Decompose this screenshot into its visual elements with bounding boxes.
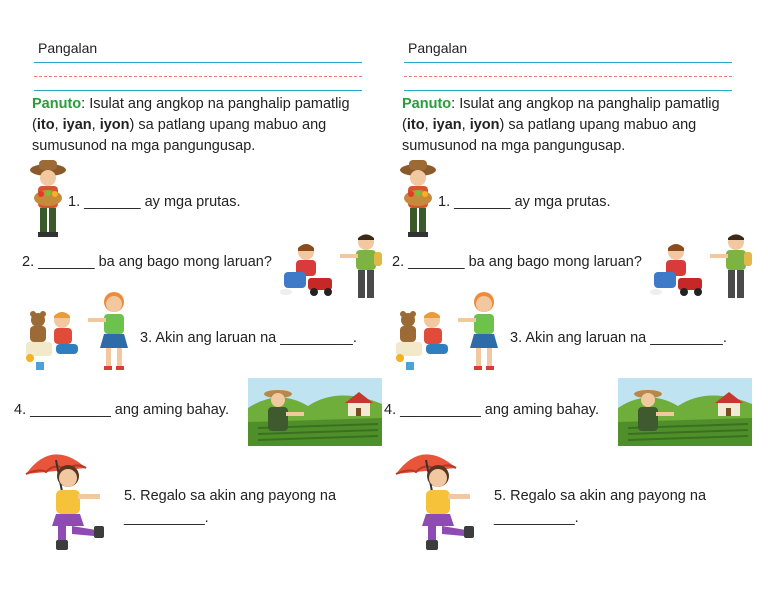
name-underline [404,90,732,91]
item-5: 5. Regalo sa akin ang payong na [124,488,337,504]
item-1: 1. _______ ay mga prutas. [438,194,611,210]
boy-with-fruit-basket-icon [28,158,68,240]
pronoun-iyon: iyon [469,117,500,133]
item-2: 2. _______ ba ang bago mong laruan? [22,254,272,270]
pointing-boy-icon [708,232,754,302]
item-3: 3. Akin ang laruan na _________. [510,330,727,346]
pronoun-iyan: iyan [62,117,92,133]
instruction-heading: Panuto [402,96,452,112]
name-line [34,62,362,63]
dashed-line [34,76,362,77]
farmer-in-field-icon [618,378,752,446]
item-3: 3. Akin ang laruan na _________. [140,330,357,346]
instruction-heading: Panuto [32,96,82,112]
item-1: 1. _______ ay mga prutas. [68,194,241,210]
kid-with-toy-car-icon [278,242,338,300]
instruction-text-end: ) sa patlang upang mabuo ang sumusunod na mga pangungusap. [32,117,327,154]
item-5-blank: __________. [124,510,209,526]
toddler-with-teddy-icon [394,306,454,370]
name-label: Pangalan [408,40,468,56]
toddler-with-teddy-icon [24,306,84,370]
name-underline [34,90,362,91]
instruction-text-end: ) sa patlang upang mabuo ang sumusunod na mga pangungusap. [402,117,697,154]
farmer-in-field-icon [248,378,382,446]
dashed-line [404,76,732,77]
kid-with-toy-car-icon [648,242,708,300]
item-5: 5. Regalo sa akin ang payong na [494,488,707,504]
girl-pointing-icon [456,290,506,372]
item-4: 4. __________ ang aming bahay. [384,402,599,418]
name-label: Pangalan [38,40,98,56]
item-4: 4. __________ ang aming bahay. [14,402,229,418]
pronoun-ito: ito [406,117,425,133]
pronoun-iyon: iyon [99,117,130,133]
name-line [404,62,732,63]
pronoun-ito: ito [36,117,55,133]
instructions: Panuto: Isulat ang angkop na panghalip pamatlig (ito, iyan, iyon) sa patlang upang mabuo ang sumusunod na mga pangungusap. [402,96,720,154]
instructions: Panuto: Isulat ang angkop na panghalip pamatlig (ito, iyan, iyon) sa patlang upang mabuo ang sumusunod na mga pangungusap. [32,96,350,154]
item-5-blank: __________. [494,510,579,526]
boy-with-fruit-basket-icon [398,158,438,240]
worksheet-right [370,0,754,594]
instruction-text: : Isulat ang angkop na panghalip pamatlig ( [402,96,720,133]
instruction-text: : Isulat ang angkop na panghalip pamatlig ( [32,96,350,133]
girl-pointing-icon [86,290,136,372]
girl-with-umbrella-icon [392,442,482,552]
item-2: 2. _______ ba ang bago mong laruan? [392,254,642,270]
pronoun-iyan: iyan [432,117,462,133]
girl-with-umbrella-icon [22,442,112,552]
